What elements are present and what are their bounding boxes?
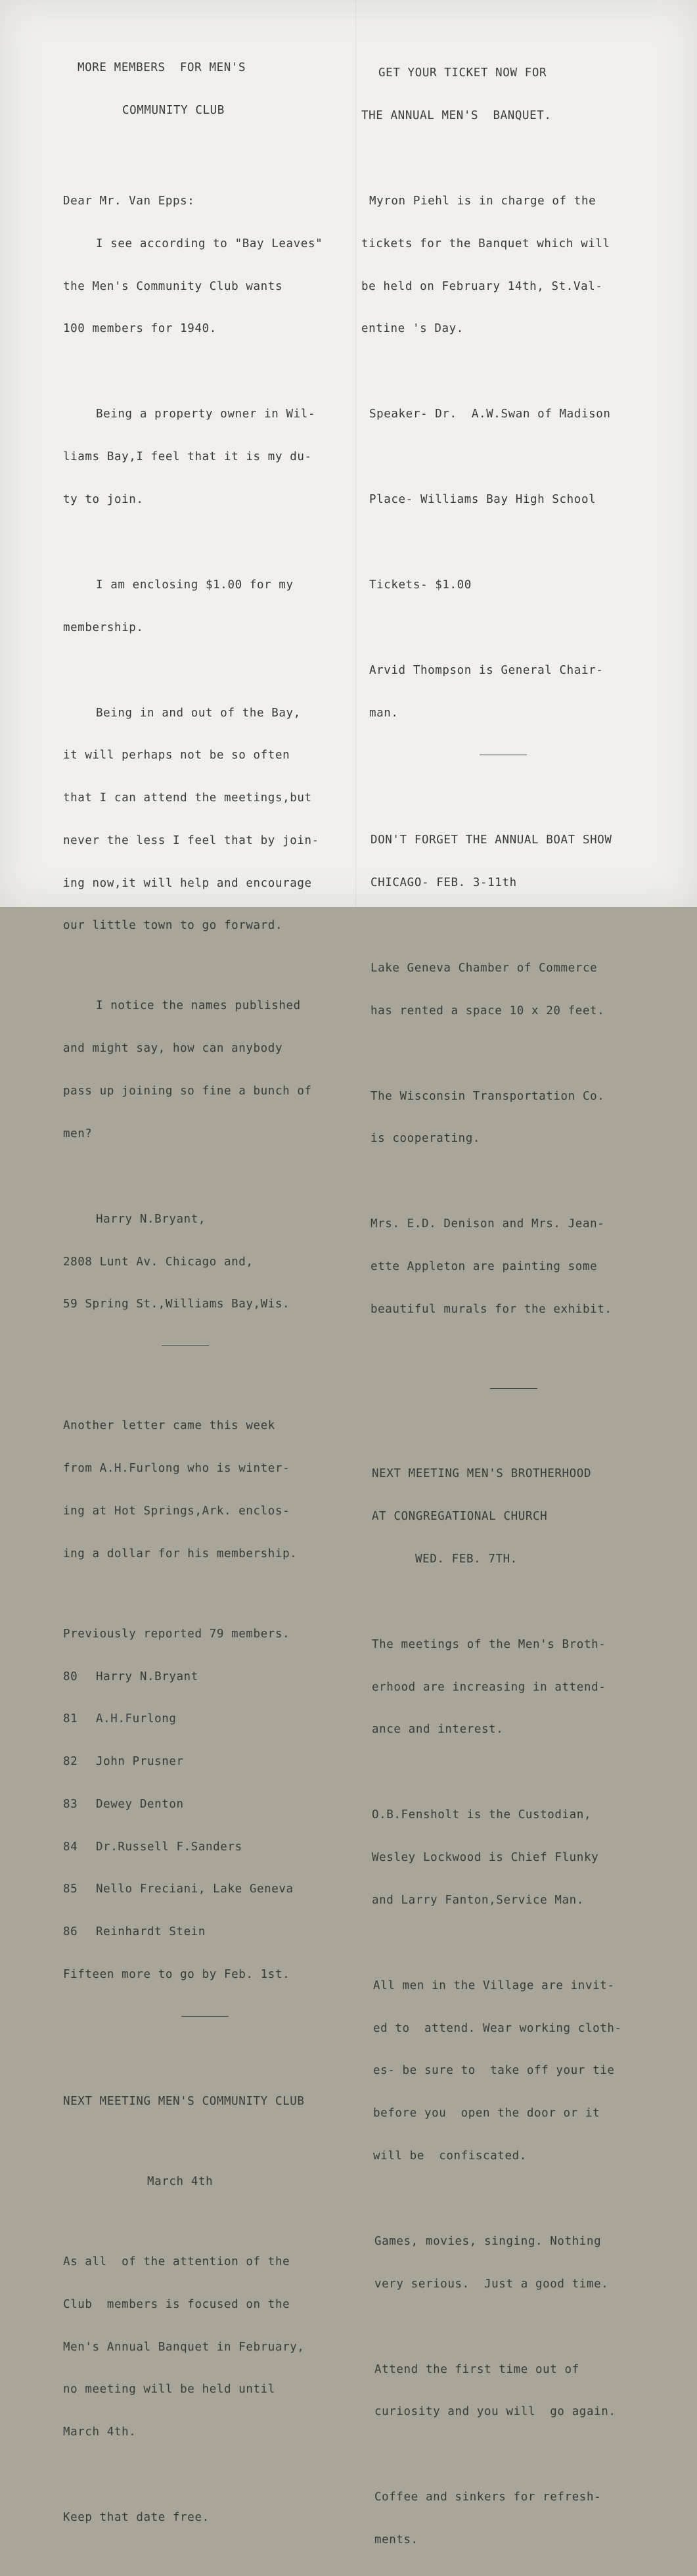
- boat-show-heading-line1: DON'T FORGET THE ANNUAL BOAT SHOW: [371, 833, 612, 847]
- divider: [162, 1346, 209, 1347]
- letter-para4-line4: never the less I feel that by join-: [63, 833, 319, 847]
- brotherhood-para-line1: The meetings of the Men's Broth-: [372, 1637, 606, 1651]
- games-line2: very serious. Just a good time.: [374, 2277, 609, 2291]
- letter-para1-line3: 100 members for 1940.: [63, 322, 217, 336]
- all-men-line4: before you open the door or it: [373, 2107, 600, 2120]
- ticket-para-line1: Myron Piehl is in charge of the: [369, 194, 596, 208]
- members-headline-line1: MORE MEMBERS FOR MEN'S: [78, 61, 246, 75]
- member-row: 80 Harry N.Bryant: [63, 1670, 198, 1683]
- member-row: 82 John Prusner: [63, 1755, 184, 1769]
- letter-para5-line1: I notice the names published: [96, 999, 301, 1013]
- letter-para4-line2: it will perhaps not be so often: [63, 749, 290, 762]
- next-meeting-heading: NEXT MEETING MEN'S COMMUNITY CLUB: [63, 2095, 305, 2109]
- custodian-line3: and Larry Fanton,Service Man.: [372, 1893, 584, 1907]
- place: Place- Williams Bay High School: [369, 493, 596, 507]
- divider: [490, 1388, 537, 1390]
- all-men-line3: es- be sure to take off your tie: [373, 2064, 615, 2078]
- another-letter-line2: from A.H.Furlong who is winter-: [63, 1462, 290, 1476]
- member-row: 86 Reinhardt Stein: [63, 1925, 206, 1939]
- brotherhood-heading-line2: AT CONGREGATIONAL CHURCH: [372, 1510, 548, 1524]
- brotherhood-heading-line1: NEXT MEETING MEN'S BROTHERHOOD: [372, 1467, 592, 1481]
- murals-line3: beautiful murals for the exhibit.: [371, 1302, 612, 1316]
- signature-line3: 59 Spring St.,Williams Bay,Wis.: [63, 1298, 290, 1311]
- next-meeting-para-line3: Men's Annual Banquet in February,: [63, 2340, 305, 2354]
- another-letter-line1: Another letter came this week: [63, 1419, 275, 1433]
- letter-para2-line1: Being a property owner in Wil-: [96, 408, 316, 421]
- right-column: [361, 38, 657, 2576]
- brotherhood-para-line3: ance and interest.: [372, 1723, 504, 1737]
- letter-para1-line1: I see according to "Bay Leaves": [96, 237, 323, 250]
- member-row: 84 Dr.Russell F.Sanders: [63, 1840, 242, 1854]
- all-men-line1: All men in the Village are invit-: [373, 1979, 615, 1992]
- column-fold: [355, 0, 356, 907]
- speaker: Speaker- Dr. A.W.Swan of Madison: [369, 408, 611, 421]
- next-meeting-para-line5: March 4th.: [63, 2425, 137, 2439]
- custodian-line1: O.B.Fensholt is the Custodian,: [372, 1808, 592, 1822]
- another-letter-line4: ing a dollar for his membership.: [63, 1547, 298, 1560]
- brotherhood-para-line2: erhood are increasing in attend-: [372, 1680, 606, 1694]
- games-line1: Games, movies, singing. Nothing: [374, 2234, 602, 2248]
- letter-para5-line3: pass up joining so fine a bunch of: [63, 1084, 312, 1098]
- next-meeting-date: March 4th: [147, 2175, 214, 2189]
- murals-line1: Mrs. E.D. Denison and Mrs. Jean-: [371, 1217, 605, 1231]
- attend-line1: Attend the first time out of: [374, 2362, 579, 2376]
- letter-para2-line2: liams Bay,I feel that it is my du-: [63, 450, 312, 464]
- murals-line2: ette Appleton are painting some: [371, 1260, 598, 1274]
- fifteen-more: Fifteen more to go by Feb. 1st.: [63, 1968, 290, 1981]
- letter-para2-line3: ty to join.: [63, 492, 144, 506]
- member-row: 83 Dewey Denton: [63, 1797, 184, 1811]
- ticket-para-line4: entine 's Day.: [361, 322, 464, 336]
- salutation: Dear Mr. Van Epps:: [63, 194, 195, 208]
- letter-para1-line2: the Men's Community Club wants: [63, 279, 283, 293]
- wisconsin-line2: is cooperating.: [371, 1132, 481, 1146]
- lake-geneva-line1: Lake Geneva Chamber of Commerce: [371, 961, 598, 975]
- custodian-line2: Wesley Lockwood is Chief Flunky: [372, 1851, 599, 1865]
- boat-show-heading-line2: CHICAGO- FEB. 3-11th: [371, 876, 517, 889]
- member-row: 81 A.H.Furlong: [63, 1712, 177, 1726]
- divider: [181, 2016, 229, 2017]
- all-men-line2: ed to attend. Wear working cloth-: [373, 2021, 622, 2035]
- next-meeting-para-line2: Club members is focused on the: [63, 2297, 290, 2311]
- lake-geneva-line2: has rented a space 10 x 20 feet.: [371, 1004, 605, 1018]
- coffee-line2: ments.: [374, 2533, 418, 2547]
- letter-para4-line3: that I can attend the meetings,but: [63, 791, 312, 805]
- arvid-line2: man.: [369, 706, 399, 720]
- all-men-line5: will be confiscated.: [373, 2149, 527, 2163]
- letter-para4-line5: ing now,it will help and encourage: [63, 876, 312, 890]
- letter-para4-line1: Being in and out of the Bay,: [96, 706, 301, 720]
- brotherhood-heading-line3: WED. FEB. 7TH.: [415, 1552, 518, 1566]
- letter-para3-line1: I am enclosing $1.00 for my: [96, 578, 294, 592]
- tickets-price: Tickets- $1.00: [369, 578, 472, 592]
- letter-para5-line2: and might say, how can anybody: [63, 1042, 283, 1056]
- member-row: 85 Nello Freciani, Lake Geneva: [63, 1883, 294, 1896]
- letter-para5-line4: men?: [63, 1127, 93, 1140]
- attend-line2: curiosity and you will go again.: [374, 2405, 616, 2419]
- left-column: [63, 33, 352, 2554]
- letter-para3-line2: membership.: [63, 621, 144, 634]
- banquet-headline-line2: THE ANNUAL MEN'S BANQUET.: [361, 108, 552, 122]
- ticket-para-line2: tickets for the Banquet which will: [361, 237, 610, 250]
- coffee-line1: Coffee and sinkers for refresh-: [374, 2491, 602, 2504]
- ticket-para-line3: be held on February 14th, St.Val-: [361, 279, 603, 293]
- keep-date-free: Keep that date free.: [63, 2511, 210, 2525]
- letter-para4-line6: our little town to go forward.: [63, 919, 283, 933]
- signature-line2: 2808 Lunt Av. Chicago and,: [63, 1255, 254, 1269]
- banquet-headline-line1: GET YOUR TICKET NOW FOR: [378, 66, 547, 80]
- divider: [480, 755, 527, 756]
- another-letter-line3: ing at Hot Springs,Ark. enclos-: [63, 1505, 290, 1518]
- members-headline-line2: COMMUNITY CLUB: [122, 103, 225, 117]
- previously-reported: Previously reported 79 members.: [63, 1627, 290, 1641]
- next-meeting-para-line4: no meeting will be held until: [63, 2383, 275, 2397]
- wisconsin-line1: The Wisconsin Transportation Co.: [371, 1089, 605, 1103]
- signature-line1: Harry N.Bryant,: [96, 1212, 206, 1226]
- arvid-line1: Arvid Thompson is General Chair-: [369, 664, 604, 678]
- next-meeting-para-line1: As all of the attention of the: [63, 2255, 290, 2269]
